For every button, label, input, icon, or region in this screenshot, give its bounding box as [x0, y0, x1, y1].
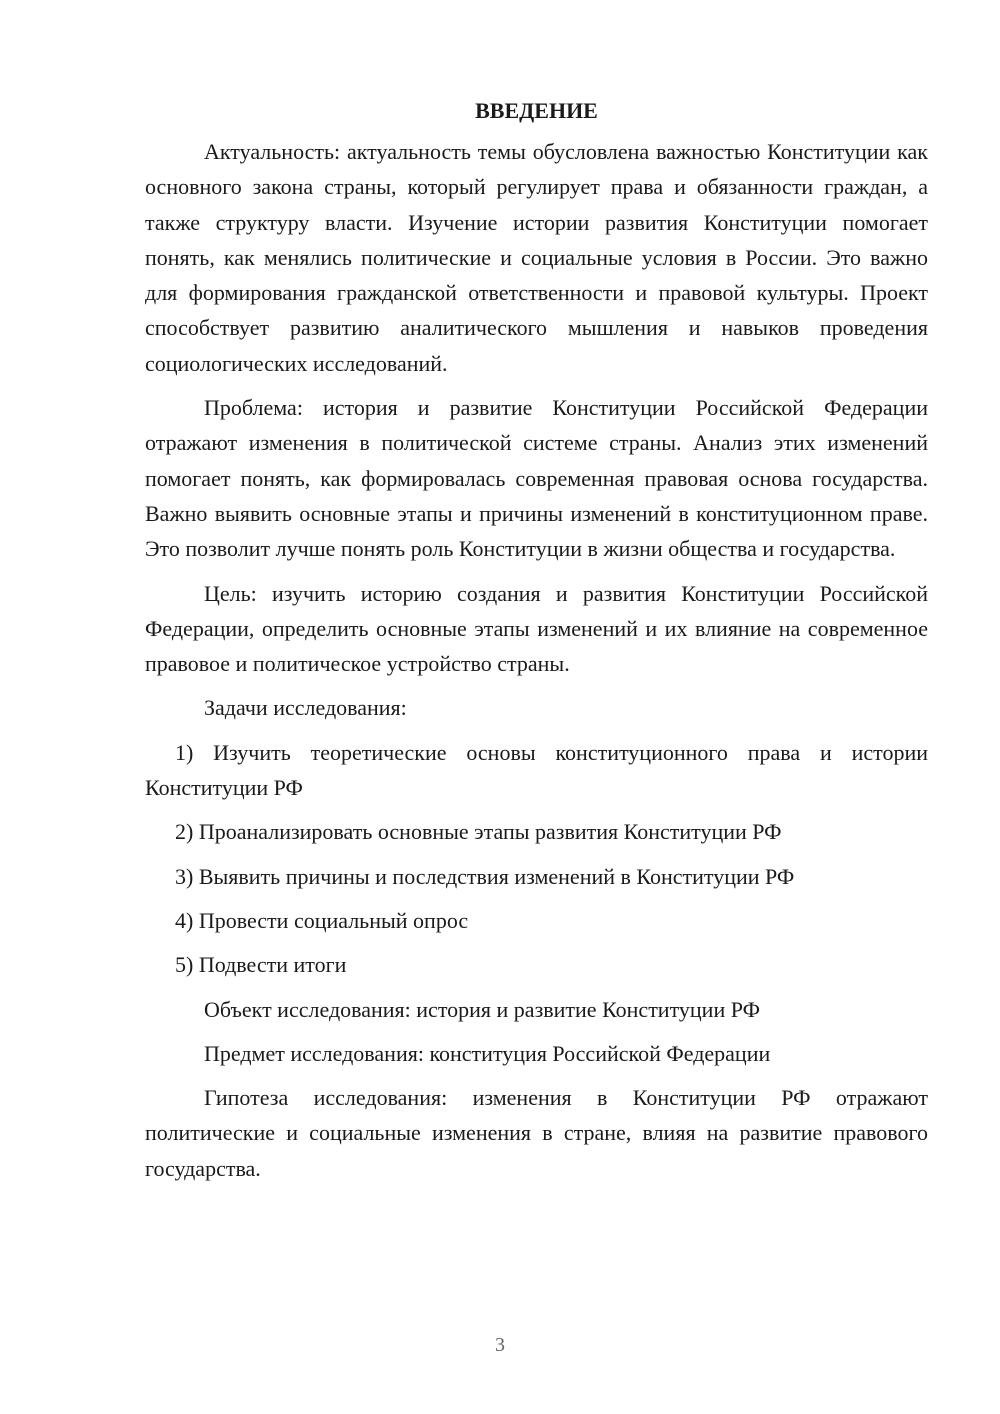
section-title: ВВЕДЕНИЕ: [475, 98, 598, 123]
subject-paragraph: Предмет исследования: конституция Российской Федерации: [204, 1040, 771, 1066]
hypothesis-paragraph: Гипотеза исследования: изменения в Конституции РФ отражают политические и социальные изменения в стране, влияя на развитие правового государства.: [145, 1085, 928, 1181]
task-item: 1) Изучить теоретические основы конституционного права и истории Конституции РФ: [145, 739, 928, 801]
tasks-heading: Задачи исследования:: [204, 695, 407, 721]
task-item: 4) Провести социальный опрос: [175, 907, 469, 933]
task-item: 3) Выявить причины и последствия изменений в Конституции РФ: [175, 863, 795, 889]
goal-paragraph: Цель: изучить историю создания и развития Конституции Российской Федерации, определить основные этапы изменений и их влияние на современное правовое и политическое устройство страны.: [145, 580, 928, 677]
page-number: 3: [495, 1334, 505, 1356]
task-item: 5) Подвести итоги: [175, 952, 347, 978]
task-item: 2) Проанализировать основные этапы развития Конституции РФ: [175, 819, 782, 845]
object-paragraph: Объект исследования: история и развитие Конституции РФ: [204, 996, 760, 1022]
relevance-paragraph: Актуальность: актуальность темы обусловлена важностью Конституции как основного закона страны, который регулирует права и обязанности граждан, а также структуру власти. Изучение истории развития Конституции помогает понять, как менялись политические и социальные условия в России. Это важно для формирования гражданской ответственности и правовой культуры. Проект способствует развитию аналитического мышления и навыков проведения социологических исследований.: [145, 139, 928, 376]
problem-paragraph: Проблема: история и развитие Конституции Российской Федерации отражают изменения в политической системе страны. Анализ этих изменений помогает понять, как формировалась современная правовая основа государства. Важно выявить основные этапы и причины изменений в конституционном праве. Это позволит лучше понять роль Конституции в жизни общества и государства.: [145, 395, 928, 562]
document-page: [145, 96, 928, 1195]
